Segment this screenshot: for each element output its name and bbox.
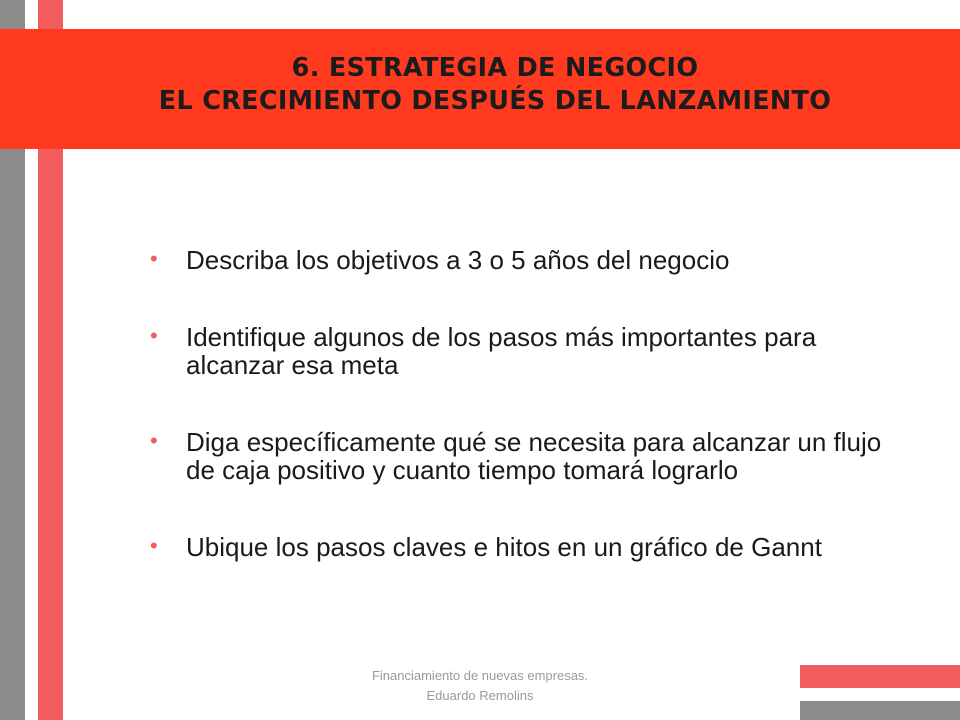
bullet-text: Ubique los pasos claves e hitos en un gráfico de Gannt [186, 532, 822, 562]
bullet-text: Identifique algunos de los pasos más importantes para alcanzar esa meta [186, 322, 817, 380]
corner-gray-stripe [800, 701, 960, 720]
bullet-dot-icon: • [150, 323, 158, 348]
slide-footer [300, 666, 660, 706]
slide-title [60, 52, 930, 118]
bullet-dot-icon: • [150, 428, 158, 453]
footer-line-1: Financiamiento de nuevas empresas. [371, 668, 589, 683]
slide-title-line-1: 6. ESTRATEGIA DE NEGOCIO [291, 53, 699, 83]
bullet-item [150, 428, 910, 484]
bullet-item [150, 323, 910, 379]
bullet-text: Describa los objetivos a 3 o 5 años del negocio [186, 245, 730, 275]
slide-title-line-2: EL CRECIMIENTO DESPUÉS DEL LANZAMIENTO [158, 86, 832, 116]
bullet-dot-icon: • [150, 246, 158, 271]
bullet-dot-icon: • [150, 533, 158, 558]
footer-line-2: Eduardo Remolins [426, 688, 534, 703]
corner-red-stripe [800, 665, 960, 688]
bullet-item [150, 533, 910, 561]
bullet-item [150, 246, 910, 274]
bullet-list [150, 246, 910, 610]
bullet-text: Diga específicamente qué se necesita para alcanzar un flujo de caja positivo y cuanto tiempo tomará lograrlo [186, 427, 882, 485]
